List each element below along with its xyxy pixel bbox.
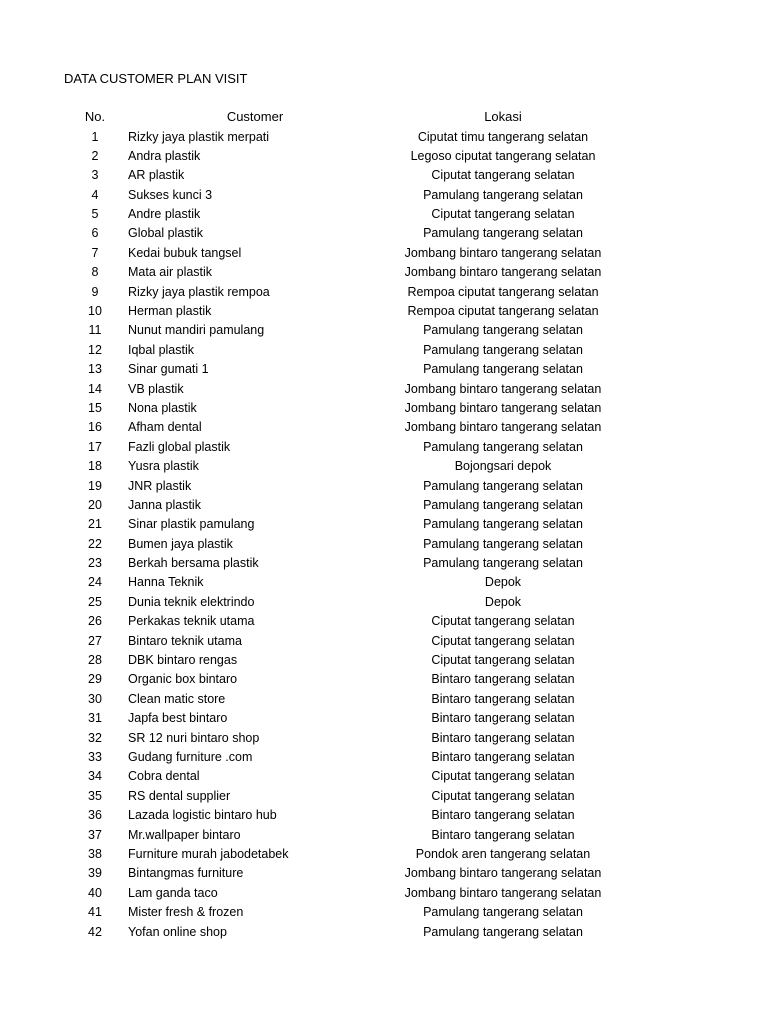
row-number: 6 bbox=[91, 226, 99, 241]
customer-location: Pamulang tangerang selatan bbox=[423, 517, 583, 532]
row-number: 31 bbox=[88, 711, 102, 726]
header-customer: Customer bbox=[226, 109, 284, 124]
table-row bbox=[0, 166, 768, 185]
customer-location: Ciputat timu tangerang selatan bbox=[417, 129, 589, 144]
row-number: 18 bbox=[88, 459, 102, 474]
customer-name: Andre plastik bbox=[128, 207, 201, 222]
customer-name: SR 12 nuri bintaro shop bbox=[128, 730, 260, 745]
row-number: 33 bbox=[88, 750, 102, 764]
customer-location: Pondok aren tangerang selatan bbox=[415, 846, 591, 861]
table-row bbox=[0, 380, 768, 399]
row-number: 7 bbox=[91, 245, 99, 260]
customer-name: Japfa best bintaro bbox=[128, 711, 228, 726]
customer-location: Jombang bintaro tangerang selatan bbox=[404, 381, 602, 396]
table-row bbox=[0, 884, 768, 903]
row-number: 19 bbox=[88, 478, 102, 493]
customer-location: Pamulang tangerang selatan bbox=[423, 323, 583, 338]
row-number: 38 bbox=[88, 846, 102, 861]
customer-name: Lam ganda taco bbox=[128, 885, 218, 900]
customer-location: Ciputat tangerang selatan bbox=[431, 168, 575, 183]
customer-name: Berkah bersama plastik bbox=[128, 556, 259, 571]
customer-location: Bintaro tangerang selatan bbox=[431, 691, 575, 706]
table-row bbox=[0, 554, 768, 573]
customer-location: Ciputat tangerang selatan bbox=[431, 653, 575, 668]
customer-location: Legoso ciputat tangerang selatan bbox=[410, 148, 596, 163]
table-row bbox=[0, 573, 768, 592]
customer-name: Janna plastik bbox=[128, 497, 201, 512]
customer-location: Pamulang tangerang selatan bbox=[423, 362, 583, 377]
customer-location: Bintaro tangerang selatan bbox=[431, 808, 575, 823]
customer-name: Clean matic store bbox=[128, 691, 226, 706]
customer-location: Ciputat tangerang selatan bbox=[431, 207, 575, 222]
customer-name: Organic box bintaro bbox=[128, 672, 238, 687]
row-number: 39 bbox=[88, 866, 102, 881]
customer-location: Pamulang tangerang selatan bbox=[423, 478, 583, 493]
customer-location: Pamulang tangerang selatan bbox=[423, 497, 583, 512]
customer-name: AR plastik bbox=[128, 168, 185, 183]
customer-name: Global plastik bbox=[128, 226, 204, 241]
table-row bbox=[0, 186, 768, 205]
table-row bbox=[0, 845, 768, 864]
table-row bbox=[0, 147, 768, 166]
header-no: No. bbox=[84, 109, 106, 124]
row-number: 35 bbox=[88, 788, 102, 803]
table-row bbox=[0, 418, 768, 437]
customer-name: Afham dental bbox=[128, 420, 202, 435]
table-row bbox=[0, 302, 768, 321]
customer-name: Nona plastik bbox=[128, 400, 197, 415]
customer-name: Kedai bubuk tangsel bbox=[128, 245, 242, 260]
table-row bbox=[0, 826, 768, 845]
row-number: 2 bbox=[91, 148, 99, 163]
customer-name: Andra plastik bbox=[128, 148, 201, 163]
customer-location: Jombang bintaro tangerang selatan bbox=[404, 885, 602, 900]
customer-location: Ciputat tangerang selatan bbox=[431, 769, 575, 784]
table-row bbox=[0, 457, 768, 476]
row-number: 28 bbox=[88, 653, 102, 668]
table-row bbox=[0, 651, 768, 670]
table-row bbox=[0, 399, 768, 418]
customer-location: Bintaro tangerang selatan bbox=[431, 827, 575, 842]
table-row bbox=[0, 632, 768, 651]
row-number: 27 bbox=[88, 633, 102, 648]
customer-name: RS dental supplier bbox=[128, 788, 231, 803]
row-number: 29 bbox=[88, 672, 102, 687]
table-row bbox=[0, 205, 768, 224]
table-row bbox=[0, 864, 768, 883]
customer-location: Depok bbox=[484, 594, 522, 609]
customer-name: VB plastik bbox=[128, 381, 184, 396]
row-number: 40 bbox=[88, 885, 102, 900]
table-row bbox=[0, 593, 768, 612]
customer-location: Jombang bintaro tangerang selatan bbox=[404, 420, 602, 435]
table-row bbox=[0, 496, 768, 515]
table-row bbox=[0, 670, 768, 689]
row-number: 24 bbox=[88, 575, 102, 590]
row-number: 30 bbox=[88, 691, 102, 706]
table-row bbox=[0, 806, 768, 825]
customer-name: Cobra dental bbox=[128, 769, 200, 784]
row-number: 15 bbox=[88, 400, 102, 415]
row-number: 4 bbox=[91, 187, 99, 202]
table-row bbox=[0, 690, 768, 709]
customer-location: Jombang bintaro tangerang selatan bbox=[404, 866, 602, 881]
row-number: 12 bbox=[88, 342, 102, 357]
row-number: 17 bbox=[88, 439, 102, 454]
row-number: 22 bbox=[88, 536, 102, 551]
customer-name: Sinar plastik pamulang bbox=[128, 517, 255, 532]
customer-name: Perkakas teknik utama bbox=[128, 614, 255, 629]
document-title: DATA CUSTOMER PLAN VISIT bbox=[64, 71, 248, 86]
row-number: 36 bbox=[88, 808, 102, 823]
customer-location: Pamulang tangerang selatan bbox=[423, 342, 583, 357]
customer-location: Rempoa ciputat tangerang selatan bbox=[407, 284, 599, 299]
customer-name: Rizky jaya plastik merpati bbox=[128, 129, 270, 144]
customer-name: Bintangmas furniture bbox=[128, 866, 244, 881]
customer-location: Bintaro tangerang selatan bbox=[431, 672, 575, 687]
row-number: 42 bbox=[88, 924, 102, 939]
customer-location: Pamulang tangerang selatan bbox=[423, 187, 583, 202]
customer-location: Bintaro tangerang selatan bbox=[431, 730, 575, 745]
customer-location: Pamulang tangerang selatan bbox=[423, 905, 583, 920]
row-number: 20 bbox=[88, 497, 102, 512]
row-number: 16 bbox=[88, 420, 102, 435]
row-number: 21 bbox=[88, 517, 102, 532]
table-row bbox=[0, 923, 768, 942]
table-row bbox=[0, 244, 768, 263]
table-row bbox=[0, 128, 768, 147]
table-row bbox=[0, 224, 768, 243]
customer-location: Jombang bintaro tangerang selatan bbox=[404, 400, 602, 415]
table-header bbox=[0, 108, 768, 126]
table-row bbox=[0, 535, 768, 554]
customer-location: Jombang bintaro tangerang selatan bbox=[404, 265, 602, 280]
table-row bbox=[0, 438, 768, 457]
table-row bbox=[0, 263, 768, 282]
row-number: 25 bbox=[88, 594, 102, 609]
customer-location: Pamulang tangerang selatan bbox=[423, 924, 583, 939]
customer-name: Herman plastik bbox=[128, 304, 212, 319]
customer-name: DBK bintaro rengas bbox=[128, 653, 238, 668]
row-number: 9 bbox=[91, 284, 99, 299]
row-number: 32 bbox=[88, 730, 102, 745]
customer-location: Rempoa ciputat tangerang selatan bbox=[407, 304, 599, 319]
customer-location: Jombang bintaro tangerang selatan bbox=[404, 245, 602, 260]
customer-name: Fazli global plastik bbox=[128, 439, 231, 454]
row-number: 5 bbox=[91, 207, 99, 222]
customer-name: Yusra plastik bbox=[128, 459, 199, 474]
row-number: 13 bbox=[88, 362, 102, 377]
customer-name: Lazada logistic bintaro hub bbox=[128, 808, 277, 823]
table-row bbox=[0, 515, 768, 534]
table-row bbox=[0, 321, 768, 340]
customer-name: Mata air plastik bbox=[128, 265, 213, 280]
table-row bbox=[0, 729, 768, 748]
customer-name: Hanna Teknik bbox=[128, 575, 204, 590]
customer-location: Pamulang tangerang selatan bbox=[423, 226, 583, 241]
row-number: 14 bbox=[88, 381, 102, 396]
table-row bbox=[0, 903, 768, 922]
table-row bbox=[0, 748, 768, 767]
table-row bbox=[0, 283, 768, 302]
table-body bbox=[0, 128, 768, 942]
customer-name: Gudang furniture .com bbox=[128, 750, 253, 764]
customer-location: Depok bbox=[484, 575, 522, 590]
row-number: 23 bbox=[88, 556, 102, 571]
customer-location: Ciputat tangerang selatan bbox=[431, 633, 575, 648]
row-number: 1 bbox=[91, 129, 99, 144]
row-number: 11 bbox=[88, 323, 102, 338]
customer-name: Bumen jaya plastik bbox=[128, 536, 233, 551]
customer-location: Bintaro tangerang selatan bbox=[431, 711, 575, 726]
customer-name: Sinar gumati 1 bbox=[128, 362, 209, 377]
customer-name: Bintaro teknik utama bbox=[128, 633, 242, 648]
customer-name: Furniture murah jabodetabek bbox=[128, 846, 289, 861]
customer-name: Sukses kunci 3 bbox=[128, 187, 213, 202]
row-number: 8 bbox=[91, 265, 99, 280]
customer-name: Rizky jaya plastik rempoa bbox=[128, 284, 270, 299]
customer-name: Nunut mandiri pamulang bbox=[128, 323, 265, 338]
customer-location: Pamulang tangerang selatan bbox=[423, 439, 583, 454]
table-row bbox=[0, 787, 768, 806]
customer-location: Ciputat tangerang selatan bbox=[431, 614, 575, 629]
table-row bbox=[0, 477, 768, 496]
customer-location: Bintaro tangerang selatan bbox=[431, 750, 575, 764]
table-row bbox=[0, 709, 768, 728]
table-row bbox=[0, 360, 768, 379]
customer-name: Dunia teknik elektrindo bbox=[128, 594, 255, 609]
customer-location: Ciputat tangerang selatan bbox=[431, 788, 575, 803]
row-number: 26 bbox=[88, 614, 102, 629]
customer-location: Bojongsari depok bbox=[454, 459, 552, 474]
row-number: 34 bbox=[88, 769, 102, 784]
customer-name: Mister fresh & frozen bbox=[128, 905, 244, 920]
table-row bbox=[0, 341, 768, 360]
row-number: 10 bbox=[88, 304, 102, 319]
customer-name: JNR plastik bbox=[128, 478, 192, 493]
customer-name: Mr.wallpaper bintaro bbox=[128, 827, 241, 842]
row-number: 41 bbox=[88, 905, 102, 920]
row-number: 37 bbox=[88, 827, 102, 842]
customer-location: Pamulang tangerang selatan bbox=[423, 536, 583, 551]
customer-location: Pamulang tangerang selatan bbox=[423, 556, 583, 571]
table-row bbox=[0, 612, 768, 631]
customer-name: Yofan online shop bbox=[128, 924, 227, 939]
header-lokasi: Lokasi bbox=[484, 109, 522, 124]
customer-name: Iqbal plastik bbox=[128, 342, 195, 357]
row-number: 3 bbox=[91, 168, 99, 183]
table-row bbox=[0, 767, 768, 786]
